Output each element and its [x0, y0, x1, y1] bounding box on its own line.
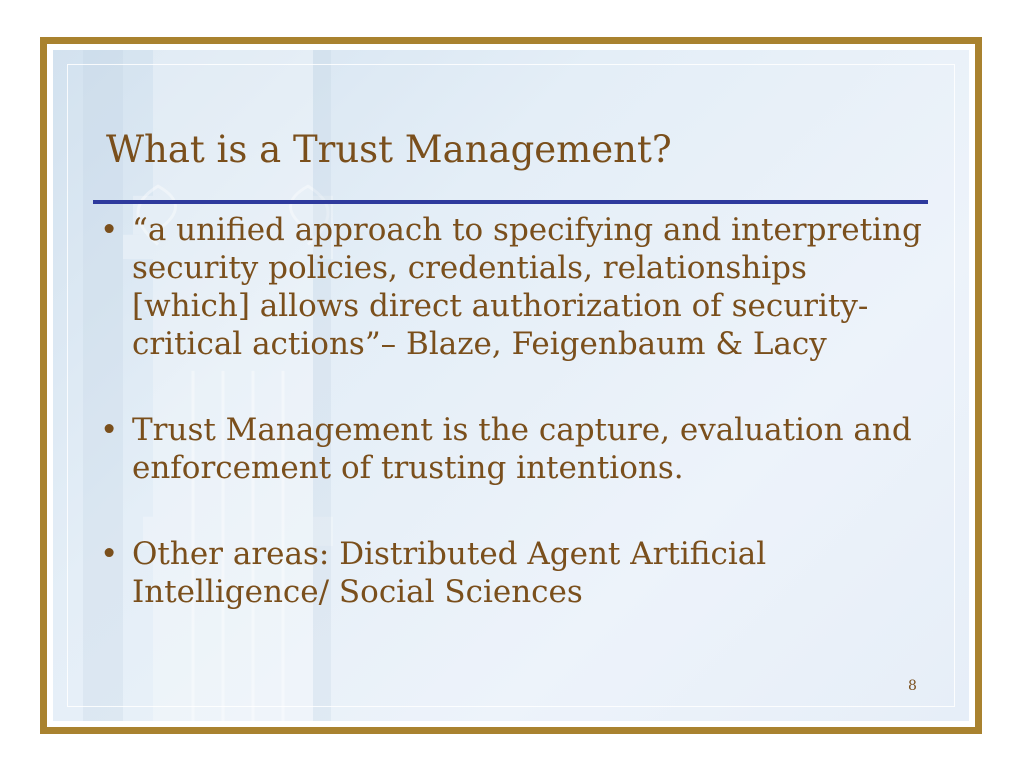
bullet-text: Other areas: Distributed Agent Artificial Intelligence/ Social Sciences: [132, 536, 767, 610]
bullet-text: “a unified approach to specifying and interpreting security policies, credentials, relationships [which] allows direct authorization of security-critical actions”– Blaze, Feigenbaum & Lacy: [132, 212, 922, 362]
bullet-item: [94, 211, 934, 363]
slide-panel: [53, 50, 969, 721]
bullet-dot-icon: •: [100, 412, 119, 448]
bullet-text: Trust Management is the capture, evaluation and enforcement of trusting intentions.: [132, 412, 912, 486]
slide-frame: [40, 37, 982, 734]
title-underline: [93, 200, 928, 204]
bullet-dot-icon: •: [100, 536, 119, 572]
bullet-item: [94, 535, 934, 611]
bullet-dot-icon: •: [100, 212, 119, 248]
bullet-item: [94, 411, 934, 487]
page-number: 8: [908, 678, 917, 694]
slide-title: What is a Trust Management?: [106, 128, 672, 171]
bullet-list: [94, 211, 934, 611]
